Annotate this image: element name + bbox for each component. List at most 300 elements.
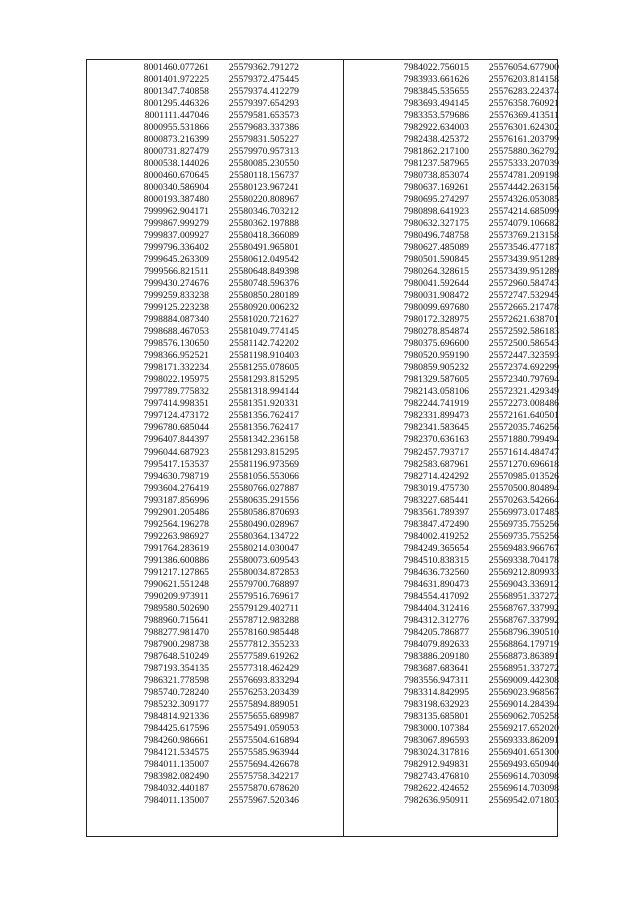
- x-coordinate: 7999566.821511: [143, 266, 209, 278]
- table-row: [389, 374, 559, 386]
- x-coordinate: 7998366.952521: [143, 350, 209, 362]
- y-coordinate: 25574442.263156: [488, 182, 559, 194]
- y-coordinate: 25579372.475445: [228, 74, 299, 86]
- x-coordinate: 7998688.467053: [143, 326, 209, 338]
- x-coordinate: 7981329.587605: [403, 374, 469, 386]
- x-coordinate: 7981862.217100: [403, 146, 469, 158]
- y-coordinate: 25572035.746256: [488, 422, 559, 434]
- y-coordinate: 25579374.412279: [228, 86, 299, 98]
- y-coordinate: 25569212.809933: [488, 566, 559, 578]
- y-coordinate: 25569614.703098: [488, 770, 559, 782]
- table-row: [389, 591, 559, 603]
- y-coordinate: 25572273.008486: [488, 398, 559, 410]
- y-coordinate: 25580220.808967: [228, 194, 299, 206]
- coordinate-list-right: [389, 62, 559, 807]
- x-coordinate: 7984312.312776: [403, 614, 469, 626]
- y-coordinate: 25576283.224374: [488, 86, 559, 98]
- y-coordinate: 25579970.957313: [228, 146, 299, 158]
- x-coordinate: 7993604.276419: [143, 482, 209, 494]
- x-coordinate: 7984011.135007: [143, 758, 209, 770]
- y-coordinate: 25569542.071803: [488, 794, 559, 806]
- y-coordinate: 25576369.413511: [489, 110, 559, 122]
- table-row: [129, 555, 299, 567]
- x-coordinate: 7982244.741919: [403, 398, 469, 410]
- x-coordinate: 7984002.419252: [403, 530, 469, 542]
- x-coordinate: 7988960.715641: [143, 614, 209, 626]
- y-coordinate: 25574326.053085: [488, 194, 559, 206]
- x-coordinate: 7984510.838315: [403, 554, 469, 566]
- y-coordinate: 25581356.762417: [228, 422, 299, 434]
- y-coordinate: 25580612.049542: [228, 254, 299, 266]
- x-coordinate: 8000340.586904: [143, 182, 209, 194]
- x-coordinate: 7997414.998351: [143, 398, 209, 410]
- y-coordinate: 25569014.284394: [488, 698, 559, 710]
- table-row: [389, 759, 559, 771]
- x-coordinate: 7998022.195975: [143, 374, 209, 386]
- x-coordinate: 7980898.641923: [403, 206, 469, 218]
- y-coordinate: 25574214.685099: [488, 206, 559, 218]
- table-row: [129, 230, 299, 242]
- table-row: [129, 218, 299, 230]
- table-row: [389, 110, 559, 122]
- table-row: [129, 795, 299, 807]
- y-coordinate: 25575758.342217: [228, 770, 299, 782]
- table-row: [129, 447, 299, 459]
- table-row: [389, 434, 559, 446]
- table-row: [129, 434, 299, 446]
- y-coordinate: 25581056.553066: [228, 470, 299, 482]
- y-coordinate: 25580850.280189: [228, 290, 299, 302]
- x-coordinate: 7987900.298738: [143, 638, 209, 650]
- x-coordinate: 7991764.283619: [143, 542, 209, 554]
- table-row: [129, 314, 299, 326]
- table-row: [389, 543, 559, 555]
- y-coordinate: 25568796.390510: [488, 626, 559, 638]
- y-coordinate: 25572500.586543: [488, 338, 559, 350]
- y-coordinate: 25575694.426678: [228, 758, 299, 770]
- x-coordinate: 8000193.387480: [143, 194, 209, 206]
- x-coordinate: 7982636.950911: [403, 794, 469, 806]
- y-coordinate: 25572161.640501: [488, 410, 559, 422]
- table-row: [389, 507, 559, 519]
- table-row: [129, 338, 299, 350]
- x-coordinate: 7980695.274297: [403, 194, 469, 206]
- y-coordinate: 25568951.337272: [488, 590, 559, 602]
- y-coordinate: 25579362.791272: [228, 62, 299, 73]
- table-row: [389, 170, 559, 182]
- y-coordinate: 25570500.804894: [488, 482, 559, 494]
- x-coordinate: 7983314.842995: [403, 686, 469, 698]
- y-coordinate: 25581293.815295: [228, 374, 299, 386]
- y-coordinate: 25568873.863891: [488, 650, 559, 662]
- table-row: [389, 266, 559, 278]
- x-coordinate: 7996407.844397: [143, 434, 209, 446]
- y-coordinate: 25569023.968567: [488, 686, 559, 698]
- table-row: [389, 747, 559, 759]
- table-row: [129, 459, 299, 471]
- x-coordinate: 7982922.634003: [403, 122, 469, 134]
- x-coordinate: 7984631.890473: [403, 578, 469, 590]
- x-coordinate: 7995417.153537: [143, 458, 209, 470]
- x-coordinate: 7984121.534575: [143, 746, 209, 758]
- x-coordinate: 7997124.473172: [143, 410, 209, 422]
- x-coordinate: 7996044.687923: [143, 446, 209, 458]
- table-row: [389, 519, 559, 531]
- x-coordinate: 7980099.697680: [403, 302, 469, 314]
- y-coordinate: 25581255.078605: [228, 362, 299, 374]
- x-coordinate: 7983982.082490: [143, 770, 209, 782]
- x-coordinate: 7983353.579686: [403, 110, 469, 122]
- y-coordinate: 25579581.653573: [228, 110, 299, 122]
- y-coordinate: 25569043.336912: [488, 578, 559, 590]
- table-row: [389, 74, 559, 86]
- y-coordinate: 25580635.291556: [228, 494, 299, 506]
- x-coordinate: 7999125.223238: [143, 302, 209, 314]
- y-coordinate: 25576253.203439: [228, 686, 299, 698]
- x-coordinate: 7981237.587965: [403, 158, 469, 170]
- table-row: [129, 567, 299, 579]
- y-coordinate: 25580490.028967: [228, 518, 299, 530]
- y-coordinate: 25580118.156737: [229, 170, 299, 182]
- table-row: [389, 290, 559, 302]
- x-coordinate: 7983227.685441: [403, 494, 469, 506]
- x-coordinate: 7984636.732560: [403, 566, 469, 578]
- y-coordinate: 25575967.520346: [228, 794, 299, 806]
- table-row: [129, 471, 299, 483]
- table-row: [129, 74, 299, 86]
- y-coordinate: 25577812.355233: [228, 638, 299, 650]
- x-coordinate: 7984260.986661: [143, 734, 209, 746]
- x-coordinate: 7988277.981470: [143, 626, 209, 638]
- y-coordinate: 25569735.755256: [488, 518, 559, 530]
- x-coordinate: 7984814.921336: [143, 710, 209, 722]
- table-row: [129, 242, 299, 254]
- table-row: [129, 386, 299, 398]
- table-row: [389, 615, 559, 627]
- x-coordinate: 7982438.425372: [403, 134, 469, 146]
- y-coordinate: 25581351.920331: [228, 398, 299, 410]
- y-coordinate: 25577318.462429: [228, 662, 299, 674]
- table-row: [129, 495, 299, 507]
- y-coordinate: 25575333.207039: [488, 158, 559, 170]
- table-row: [129, 783, 299, 795]
- x-coordinate: 7980278.854874: [403, 326, 469, 338]
- x-coordinate: 7989580.502690: [143, 602, 209, 614]
- y-coordinate: 25576161.203799: [488, 134, 559, 146]
- x-coordinate: 7987648.510249: [143, 650, 209, 662]
- x-coordinate: 7991386.600886: [143, 554, 209, 566]
- table-row: [129, 627, 299, 639]
- x-coordinate: 7980375.696600: [403, 338, 469, 350]
- table-row: [129, 410, 299, 422]
- table-row: [389, 495, 559, 507]
- y-coordinate: 25569217.652020: [488, 722, 559, 734]
- y-coordinate: 25573439.951289: [488, 266, 559, 278]
- table-row: [129, 326, 299, 338]
- x-coordinate: 7982583.687961: [403, 458, 469, 470]
- column-divider: [343, 59, 344, 837]
- table-row: [129, 206, 299, 218]
- table-row: [129, 591, 299, 603]
- y-coordinate: 25579516.769617: [228, 590, 299, 602]
- y-coordinate: 25568767.337992: [488, 614, 559, 626]
- table-row: [389, 783, 559, 795]
- y-coordinate: 25579831.505227: [228, 134, 299, 146]
- y-coordinate: 25580766.027887: [228, 482, 299, 494]
- table-row: [389, 218, 559, 230]
- y-coordinate: 25572447.323593: [488, 350, 559, 362]
- y-coordinate: 25570985.013526: [488, 470, 559, 482]
- table-row: [389, 711, 559, 723]
- y-coordinate: 25578160.985448: [228, 626, 299, 638]
- x-coordinate: 7984554.417092: [403, 590, 469, 602]
- x-coordinate: 8000731.827479: [143, 146, 209, 158]
- table-row: [389, 326, 559, 338]
- x-coordinate: 7999796.336402: [143, 242, 209, 254]
- y-coordinate: 25581142.742202: [229, 338, 299, 350]
- y-coordinate: 25581196.973569: [229, 458, 299, 470]
- y-coordinate: 25571880.799494: [488, 434, 559, 446]
- x-coordinate: 7984404.312416: [403, 602, 469, 614]
- x-coordinate: 7980738.853074: [403, 170, 469, 182]
- y-coordinate: 25575504.616894: [228, 734, 299, 746]
- y-coordinate: 25581356.762417: [228, 410, 299, 422]
- y-coordinate: 25572592.586183: [488, 326, 559, 338]
- y-coordinate: 25577589.619262: [228, 650, 299, 662]
- y-coordinate: 25580362.197888: [228, 218, 299, 230]
- table-row: [129, 194, 299, 206]
- x-coordinate: 7980859.905232: [403, 362, 469, 374]
- y-coordinate: 25580491.965801: [228, 242, 299, 254]
- y-coordinate: 25581342.236158: [228, 434, 299, 446]
- x-coordinate: 7982341.583645: [403, 422, 469, 434]
- table-row: [389, 146, 559, 158]
- table-row: [389, 663, 559, 675]
- x-coordinate: 7983687.683641: [403, 662, 469, 674]
- x-coordinate: 7982622.424652: [403, 782, 469, 794]
- y-coordinate: 25569338.704178: [488, 554, 559, 566]
- table-row: [389, 338, 559, 350]
- y-coordinate: 25569735.755256: [488, 530, 559, 542]
- y-coordinate: 25571614.484747: [488, 446, 559, 458]
- x-coordinate: 8000460.670645: [143, 170, 209, 182]
- x-coordinate: 7982370.636163: [403, 434, 469, 446]
- y-coordinate: 25575894.889051: [228, 698, 299, 710]
- x-coordinate: 7980632.327175: [403, 218, 469, 230]
- y-coordinate: 25576693.833294: [228, 674, 299, 686]
- table-row: [389, 447, 559, 459]
- x-coordinate: 7982457.793717: [403, 446, 469, 458]
- x-coordinate: 8000538.144026: [143, 158, 209, 170]
- x-coordinate: 7980520.959190: [403, 350, 469, 362]
- table-row: [389, 158, 559, 170]
- x-coordinate: 8000873.216399: [143, 134, 209, 146]
- y-coordinate: 25570263.542664: [488, 494, 559, 506]
- x-coordinate: 7980627.485089: [403, 242, 469, 254]
- x-coordinate: 7982912.949831: [403, 758, 469, 770]
- x-coordinate: 7980264.328615: [403, 266, 469, 278]
- table-row: [129, 543, 299, 555]
- x-coordinate: 7998171.332234: [143, 362, 209, 374]
- table-row: [129, 86, 299, 98]
- x-coordinate: 7990621.551248: [143, 578, 209, 590]
- table-row: [389, 795, 559, 807]
- table-row: [389, 122, 559, 134]
- x-coordinate: 7983067.896593: [403, 734, 469, 746]
- x-coordinate: 7980031.908472: [403, 290, 469, 302]
- x-coordinate: 7985232.309177: [143, 698, 209, 710]
- x-coordinate: 8001460.077261: [143, 62, 209, 73]
- x-coordinate: 7998884.087340: [143, 314, 209, 326]
- table-row: [389, 194, 559, 206]
- table-row: [389, 422, 559, 434]
- y-coordinate: 25572747.532945: [488, 290, 559, 302]
- table-row: [389, 699, 559, 711]
- table-row: [129, 687, 299, 699]
- y-coordinate: 25575585.963944: [228, 746, 299, 758]
- y-coordinate: 25569401.651300: [488, 746, 559, 758]
- x-coordinate: 7999867.999279: [143, 218, 209, 230]
- x-coordinate: 7997789.775832: [143, 386, 209, 398]
- y-coordinate: 25580920.006232: [228, 302, 299, 314]
- x-coordinate: 7980501.590845: [403, 254, 469, 266]
- y-coordinate: 25571270.696618: [488, 458, 559, 470]
- table-row: [129, 302, 299, 314]
- x-coordinate: 7982743.476810: [403, 770, 469, 782]
- x-coordinate: 7992901.205486: [143, 506, 209, 518]
- y-coordinate: 25575491.059053: [228, 722, 299, 734]
- y-coordinate: 25580648.849398: [228, 266, 299, 278]
- table-row: [389, 134, 559, 146]
- table-row: [129, 98, 299, 110]
- table-row: [129, 615, 299, 627]
- table-row: [129, 422, 299, 434]
- table-row: [129, 699, 299, 711]
- y-coordinate: 25579700.768897: [228, 578, 299, 590]
- x-coordinate: 7990209.973911: [143, 590, 209, 602]
- x-coordinate: 7983886.209180: [403, 650, 469, 662]
- x-coordinate: 8001295.446326: [143, 98, 209, 110]
- y-coordinate: 25581020.721627: [228, 314, 299, 326]
- x-coordinate: 8001401.972225: [143, 74, 209, 86]
- table-row: [129, 663, 299, 675]
- y-coordinate: 25579397.654293: [228, 98, 299, 110]
- y-coordinate: 25573546.477187: [488, 242, 559, 254]
- table-row: [389, 627, 559, 639]
- table-row: [129, 675, 299, 687]
- table-row: [129, 290, 299, 302]
- x-coordinate: 7991217.127865: [143, 566, 209, 578]
- y-coordinate: 25569493.650940: [488, 758, 559, 770]
- y-coordinate: 25581293.815295: [228, 446, 299, 458]
- x-coordinate: 7983019.475730: [403, 482, 469, 494]
- y-coordinate: 25569333.862091: [488, 734, 559, 746]
- y-coordinate: 25580214.030047: [228, 542, 299, 554]
- x-coordinate: 7980172.328975: [403, 314, 469, 326]
- x-coordinate: 7980496.748758: [403, 230, 469, 242]
- x-coordinate: 7993187.856996: [143, 494, 209, 506]
- x-coordinate: 7982714.424292: [403, 470, 469, 482]
- table-row: [389, 675, 559, 687]
- y-coordinate: 25575870.678620: [228, 782, 299, 794]
- x-coordinate: 7984205.786877: [403, 626, 469, 638]
- x-coordinate: 7982143.058106: [403, 386, 469, 398]
- y-coordinate: 25579129.402711: [229, 602, 299, 614]
- x-coordinate: 7984249.365654: [403, 542, 469, 554]
- table-row: [129, 122, 299, 134]
- y-coordinate: 25574781.209198: [488, 170, 559, 182]
- y-coordinate: 25568864.179719: [488, 638, 559, 650]
- x-coordinate: 7992263.986927: [143, 530, 209, 542]
- x-coordinate: 7984425.617596: [143, 722, 209, 734]
- table-row: [129, 362, 299, 374]
- table-row: [389, 398, 559, 410]
- x-coordinate: 7984022.756015: [403, 62, 469, 73]
- table-row: [129, 723, 299, 735]
- x-coordinate: 7996780.685044: [143, 422, 209, 434]
- table-row: [389, 278, 559, 290]
- x-coordinate: 7998576.130650: [143, 338, 209, 350]
- y-coordinate: 25572960.584743: [488, 278, 559, 290]
- x-coordinate: 7984079.892633: [403, 638, 469, 650]
- x-coordinate: 7983000.107384: [403, 722, 469, 734]
- x-coordinate: 7983135.685801: [403, 710, 469, 722]
- y-coordinate: 25581198.910403: [229, 350, 299, 362]
- table-row: [129, 278, 299, 290]
- y-coordinate: 25569973.017485: [488, 506, 559, 518]
- table-row: [389, 567, 559, 579]
- y-coordinate: 25580748.596376: [228, 278, 299, 290]
- y-coordinate: 25572621.638701: [488, 314, 559, 326]
- table-row: [389, 98, 559, 110]
- x-coordinate: 7983556.947311: [403, 674, 469, 686]
- table-row: [129, 170, 299, 182]
- x-coordinate: 8001111.447046: [144, 110, 209, 122]
- y-coordinate: 25580085.230550: [228, 158, 299, 170]
- table-row: [129, 146, 299, 158]
- y-coordinate: 25569483.966767: [488, 542, 559, 554]
- y-coordinate: 25568767.337992: [488, 602, 559, 614]
- y-coordinate: 25573769.213158: [488, 230, 559, 242]
- table-row: [389, 206, 559, 218]
- x-coordinate: 7980041.592644: [403, 278, 469, 290]
- table-row: [129, 579, 299, 591]
- table-row: [129, 711, 299, 723]
- table-row: [389, 350, 559, 362]
- table-row: [389, 651, 559, 663]
- x-coordinate: 7999430.274676: [143, 278, 209, 290]
- x-coordinate: 7999259.833238: [143, 290, 209, 302]
- y-coordinate: 25572374.692299: [488, 362, 559, 374]
- table-row: [389, 483, 559, 495]
- table-row: [129, 759, 299, 771]
- table-row: [389, 362, 559, 374]
- table-row: [129, 651, 299, 663]
- table-row: [129, 735, 299, 747]
- table-row: [129, 519, 299, 531]
- table-row: [389, 531, 559, 543]
- table-row: [389, 723, 559, 735]
- table-row: [129, 350, 299, 362]
- y-coordinate: 25568951.337272: [488, 662, 559, 674]
- y-coordinate: 25578712.983288: [228, 614, 299, 626]
- y-coordinate: 25572321.429349: [488, 386, 559, 398]
- x-coordinate: 7983933.661626: [403, 74, 469, 86]
- table-row: [129, 134, 299, 146]
- x-coordinate: 7983847.472490: [403, 518, 469, 530]
- x-coordinate: 8001347.740858: [143, 86, 209, 98]
- table-row: [129, 398, 299, 410]
